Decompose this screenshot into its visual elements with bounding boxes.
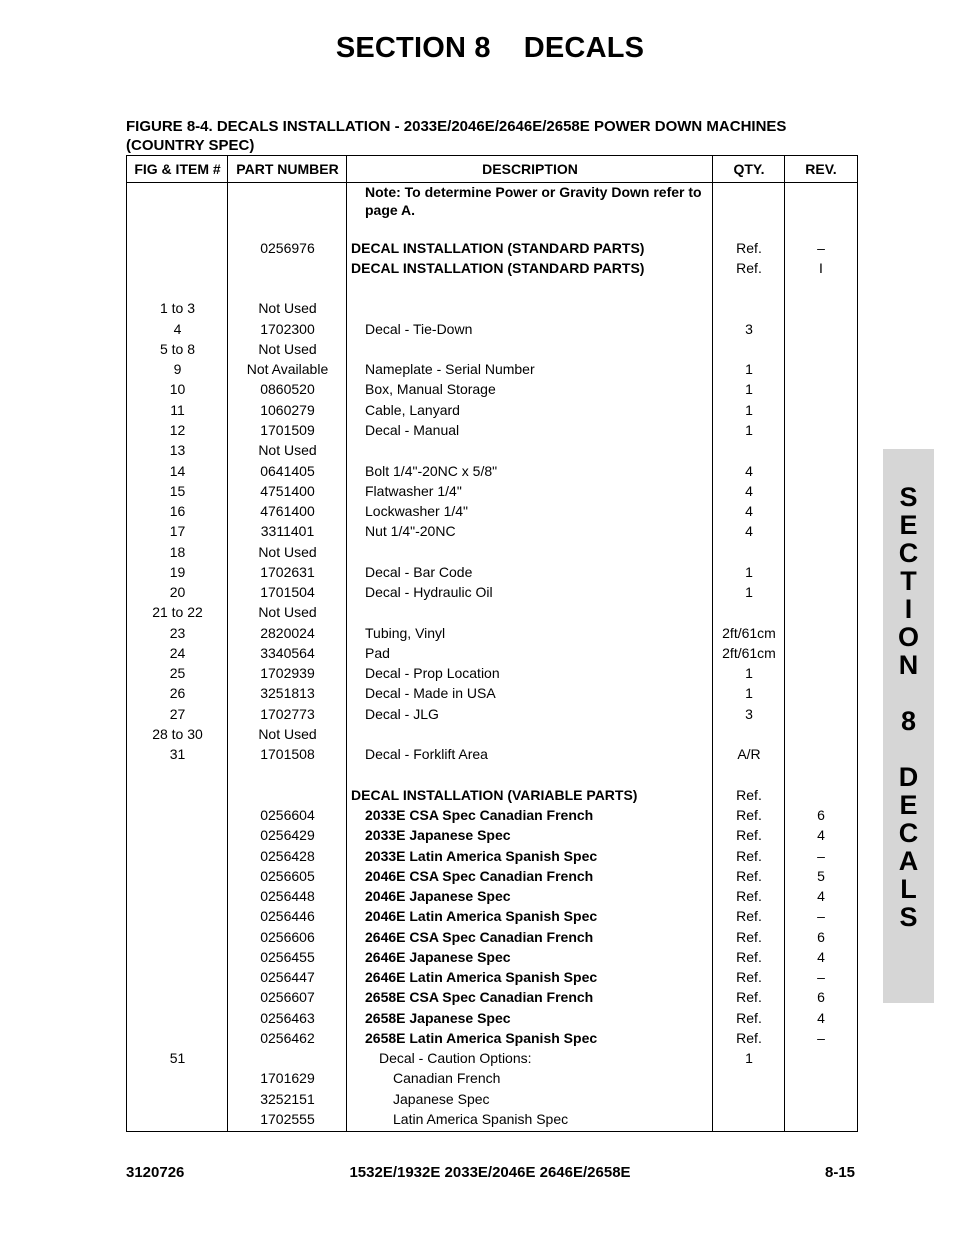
table-row xyxy=(127,542,857,562)
table-row xyxy=(127,319,857,339)
table-row xyxy=(127,461,857,481)
table-row xyxy=(127,846,857,866)
table-row xyxy=(127,298,857,318)
part-number-cell: 1701509 xyxy=(260,422,315,438)
side-tab-letter: S xyxy=(899,482,918,512)
part-number-cell: 4761400 xyxy=(260,503,315,519)
part-number-cell: Not Used xyxy=(258,341,317,357)
qty-cell: 1 xyxy=(745,685,753,701)
rev-cell: – xyxy=(817,240,825,256)
fig-item-cell: 17 xyxy=(169,523,186,539)
part-number-cell: 1701504 xyxy=(260,584,315,600)
part-number-cell: 0256448 xyxy=(260,888,315,904)
table-row xyxy=(127,562,857,582)
fig-item-cell: 16 xyxy=(169,503,186,519)
table-row xyxy=(127,501,857,521)
side-tab-letter: S xyxy=(899,902,918,932)
description-cell: Decal - Caution Options: xyxy=(379,1050,532,1066)
description-cell: Decal - Forklift Area xyxy=(365,746,488,762)
table-row xyxy=(127,582,857,602)
part-number-cell: 0256606 xyxy=(260,929,315,945)
table-row xyxy=(127,927,857,947)
qty-cell: 3 xyxy=(745,706,753,722)
part-number-cell: Not Used xyxy=(258,604,317,620)
table-row xyxy=(127,481,857,501)
rev-cell: I xyxy=(819,260,823,276)
fig-item-cell: 9 xyxy=(173,361,182,377)
part-number-cell: 1702939 xyxy=(260,665,315,681)
table-row xyxy=(127,1089,857,1109)
rev-cell: 4 xyxy=(817,827,825,843)
figure-title: FIGURE 8-4. DECALS INSTALLATION - 2033E/2046E/2646E/2658E POWER DOWN MACHINES (COUNTRY SPEC) xyxy=(126,118,787,154)
side-tab-letter: C xyxy=(898,818,919,848)
table-row xyxy=(127,1109,857,1129)
qty-cell: Ref. xyxy=(736,1010,762,1026)
description-cell: Box, Manual Storage xyxy=(365,381,496,397)
description-cell: 2646E CSA Spec Canadian French xyxy=(365,929,594,945)
part-number-cell: 3251813 xyxy=(260,685,315,701)
part-number-cell: Not Used xyxy=(258,544,317,560)
qty-cell: Ref. xyxy=(736,929,762,945)
description-cell: Decal - Bar Code xyxy=(365,564,473,580)
table-row xyxy=(127,947,857,967)
part-number-cell: 0256428 xyxy=(260,848,315,864)
table-row xyxy=(127,379,857,399)
table-row xyxy=(127,704,857,724)
fig-item-cell: 23 xyxy=(169,625,186,641)
fig-item-cell: 21 to 22 xyxy=(152,604,203,620)
part-number-cell: 0256604 xyxy=(260,807,315,823)
side-tab-letter: T xyxy=(900,566,917,596)
side-tab-letter: E xyxy=(899,510,918,540)
table-row xyxy=(127,866,857,886)
qty-cell: 1 xyxy=(745,1050,753,1066)
description-cell: Bolt 1/4"-20NC x 5/8" xyxy=(365,463,498,479)
rev-cell: 6 xyxy=(817,929,825,945)
qty-cell: 1 xyxy=(745,361,753,377)
table-row xyxy=(127,643,857,663)
part-number-cell: 0256446 xyxy=(260,908,315,924)
description-cell: Decal - Made in USA xyxy=(365,685,496,701)
table-row xyxy=(127,663,857,683)
description-cell: 2646E Japanese Spec xyxy=(365,949,511,965)
qty-cell: A/R xyxy=(737,746,761,762)
rev-cell: 4 xyxy=(817,949,825,965)
qty-cell: 4 xyxy=(745,503,753,519)
qty-cell: Ref. xyxy=(736,807,762,823)
description-cell: 2033E Latin America Spanish Spec xyxy=(365,848,598,864)
description-cell: DECAL INSTALLATION (VARIABLE PARTS) xyxy=(351,787,638,803)
part-number-cell: 2820024 xyxy=(260,625,315,641)
table-row xyxy=(127,1028,857,1048)
table-row xyxy=(127,238,857,258)
part-number-cell: 0256455 xyxy=(260,949,315,965)
fig-item-cell: 4 xyxy=(173,321,182,337)
footer-models: 1532E/1932E 2033E/2046E 2646E/2658E xyxy=(349,1164,631,1181)
fig-item-cell: 11 xyxy=(170,402,185,418)
table-row xyxy=(127,805,857,825)
fig-item-cell: 27 xyxy=(169,706,186,722)
table-row xyxy=(127,1008,857,1028)
fig-item-cell: 18 xyxy=(169,544,186,560)
table-row xyxy=(127,1068,857,1088)
part-number-cell: 1701508 xyxy=(260,746,315,762)
description-cell: Lockwasher 1/4" xyxy=(365,503,469,519)
table-row xyxy=(127,967,857,987)
header-qty: QTY. xyxy=(733,161,765,177)
description-cell: 2646E Latin America Spanish Spec xyxy=(365,969,598,985)
rev-cell: 4 xyxy=(817,1010,825,1026)
qty-cell: Ref. xyxy=(736,969,762,985)
fig-item-cell: 5 to 8 xyxy=(159,341,196,357)
qty-cell: Ref. xyxy=(736,868,762,884)
description-cell: 2033E CSA Spec Canadian French xyxy=(365,807,594,823)
table-row xyxy=(127,521,857,541)
side-tab-letter: A xyxy=(898,846,919,876)
description-cell: 2658E Japanese Spec xyxy=(365,1010,511,1026)
qty-cell: Ref. xyxy=(736,989,762,1005)
rev-cell: 4 xyxy=(817,888,825,904)
table-row xyxy=(127,1048,857,1068)
qty-cell: 1 xyxy=(745,564,753,580)
description-cell: Latin America Spanish Spec xyxy=(393,1111,569,1127)
description-cell: 2658E Latin America Spanish Spec xyxy=(365,1030,598,1046)
part-number-cell: 0256605 xyxy=(260,868,315,884)
description-cell: Decal - Tie-Down xyxy=(365,321,473,337)
fig-item-cell: 1 to 3 xyxy=(159,300,196,316)
table-row xyxy=(127,906,857,926)
fig-item-cell: 25 xyxy=(169,665,186,681)
side-tab-letter: I xyxy=(904,594,913,624)
fig-item-cell: 31 xyxy=(169,746,186,762)
rev-cell: – xyxy=(817,908,825,924)
qty-cell: Ref. xyxy=(736,908,762,924)
page-title: SECTION 8 DECALS xyxy=(335,32,645,64)
part-number-cell: 0641405 xyxy=(260,463,315,479)
description-cell: Nameplate - Serial Number xyxy=(365,361,535,377)
fig-item-cell: 13 xyxy=(169,442,186,458)
description-cell: Decal - Hydraulic Oil xyxy=(365,584,493,600)
qty-cell: 3 xyxy=(745,321,753,337)
part-number-cell: Not Used xyxy=(258,300,317,316)
rev-cell: – xyxy=(817,969,825,985)
part-number-cell: 0256447 xyxy=(260,969,315,985)
table-row xyxy=(127,623,857,643)
fig-item-cell: 14 xyxy=(169,463,186,479)
description-cell: Pad xyxy=(365,645,390,661)
part-number-cell: 3340564 xyxy=(260,645,315,661)
footer-page-number: 8-15 xyxy=(825,1164,856,1181)
part-number-cell: 3311401 xyxy=(260,523,315,539)
qty-cell: 1 xyxy=(745,584,753,600)
part-number-cell: 4751400 xyxy=(260,483,315,499)
description-cell: Nut 1/4"-20NC xyxy=(365,523,456,539)
description-cell: 2033E Japanese Spec xyxy=(365,827,511,843)
fig-item-cell: 15 xyxy=(169,483,186,499)
table-row xyxy=(127,440,857,460)
qty-cell: 2ft/61cm xyxy=(722,645,776,661)
qty-cell: 1 xyxy=(745,665,753,681)
table-note: Note: To determine Power or Gravity Down refer to page A. xyxy=(365,184,702,218)
part-number-cell: 0256462 xyxy=(260,1030,315,1046)
fig-item-cell: 12 xyxy=(169,422,186,438)
description-cell: Japanese Spec xyxy=(393,1091,490,1107)
table-row xyxy=(127,825,857,845)
description-cell: 2046E Japanese Spec xyxy=(365,888,511,904)
part-number-cell: 0256429 xyxy=(260,827,315,843)
side-tab-letter: L xyxy=(900,874,917,904)
section-side-tab xyxy=(883,449,934,1003)
table-row xyxy=(127,724,857,744)
side-tab-letter: E xyxy=(899,790,918,820)
rev-cell: – xyxy=(817,1030,825,1046)
parts-table xyxy=(126,155,858,1132)
qty-cell: 1 xyxy=(745,422,753,438)
rev-cell: – xyxy=(817,848,825,864)
table-row xyxy=(127,602,857,622)
fig-item-cell: 24 xyxy=(169,645,186,661)
description-cell: 2658E CSA Spec Canadian French xyxy=(365,989,594,1005)
part-number-cell: 0256463 xyxy=(260,1010,315,1026)
part-number-cell: 1701629 xyxy=(260,1070,315,1086)
qty-cell: 2ft/61cm xyxy=(722,625,776,641)
rev-cell: 5 xyxy=(817,868,825,884)
table-row xyxy=(127,400,857,420)
description-cell: 2046E Latin America Spanish Spec xyxy=(365,908,598,924)
part-number-cell: Not Used xyxy=(258,442,317,458)
table-row xyxy=(127,359,857,379)
part-number-cell: 0256976 xyxy=(260,240,315,256)
qty-cell: 1 xyxy=(745,402,753,418)
rev-cell: 6 xyxy=(817,807,825,823)
fig-item-cell: 19 xyxy=(169,564,186,580)
side-tab-letter: O xyxy=(897,622,919,652)
rev-cell: 6 xyxy=(817,989,825,1005)
part-number-cell: Not Available xyxy=(246,361,329,377)
part-number-cell: 0860520 xyxy=(260,381,315,397)
description-cell: Cable, Lanyard xyxy=(365,402,460,418)
fig-item-cell: 51 xyxy=(169,1050,186,1066)
side-tab-letter: 8 xyxy=(900,706,917,736)
description-cell: DECAL INSTALLATION (STANDARD PARTS) xyxy=(351,240,645,256)
footer-doc-number: 3120726 xyxy=(126,1164,185,1181)
qty-cell: Ref. xyxy=(736,888,762,904)
part-number-cell: 1702631 xyxy=(260,564,315,580)
part-number-cell: 1702773 xyxy=(260,706,315,722)
table-row xyxy=(127,339,857,359)
part-number-cell: 0256607 xyxy=(260,989,315,1005)
part-number-cell: Not Used xyxy=(258,726,317,742)
description-cell: Flatwasher 1/4" xyxy=(365,483,462,499)
qty-cell: Ref. xyxy=(736,240,762,256)
part-number-cell: 3252151 xyxy=(260,1091,315,1107)
part-number-cell: 1060279 xyxy=(260,402,315,418)
table-row xyxy=(127,258,857,278)
qty-cell: 4 xyxy=(745,483,753,499)
description-cell: Decal - JLG xyxy=(365,706,439,722)
description-cell: DECAL INSTALLATION (STANDARD PARTS) xyxy=(351,260,645,276)
fig-item-cell: 28 to 30 xyxy=(152,726,203,742)
description-cell: Decal - Prop Location xyxy=(365,665,500,681)
description-cell: Canadian French xyxy=(393,1070,501,1086)
fig-item-cell: 10 xyxy=(169,381,186,397)
header-fig-item: FIG & ITEM # xyxy=(134,161,221,177)
qty-cell: Ref. xyxy=(736,848,762,864)
table-row xyxy=(127,785,857,805)
qty-cell: 4 xyxy=(745,463,753,479)
qty-cell: Ref. xyxy=(736,260,762,276)
side-tab-letter: N xyxy=(898,650,919,680)
side-tab-letter: C xyxy=(898,538,919,568)
qty-cell: Ref. xyxy=(736,1030,762,1046)
table-row xyxy=(127,420,857,440)
table-row xyxy=(127,987,857,1007)
qty-cell: 1 xyxy=(745,381,753,397)
part-number-cell: 1702555 xyxy=(260,1111,315,1127)
header-part-number: PART NUMBER xyxy=(236,161,339,177)
table-row xyxy=(127,886,857,906)
table-row xyxy=(127,744,857,764)
qty-cell: Ref. xyxy=(736,949,762,965)
qty-cell: 4 xyxy=(745,523,753,539)
fig-item-cell: 26 xyxy=(169,685,186,701)
description-cell: Decal - Manual xyxy=(365,422,460,438)
part-number-cell: 1702300 xyxy=(260,321,315,337)
header-rev: REV. xyxy=(805,161,837,177)
qty-cell: Ref. xyxy=(736,787,762,803)
fig-item-cell: 20 xyxy=(169,584,186,600)
description-cell: 2046E CSA Spec Canadian French xyxy=(365,868,594,884)
description-cell: Tubing, Vinyl xyxy=(365,625,446,641)
qty-cell: Ref. xyxy=(736,827,762,843)
table-row xyxy=(127,683,857,703)
side-tab-letter: D xyxy=(898,762,919,792)
header-description: DESCRIPTION xyxy=(482,161,578,177)
